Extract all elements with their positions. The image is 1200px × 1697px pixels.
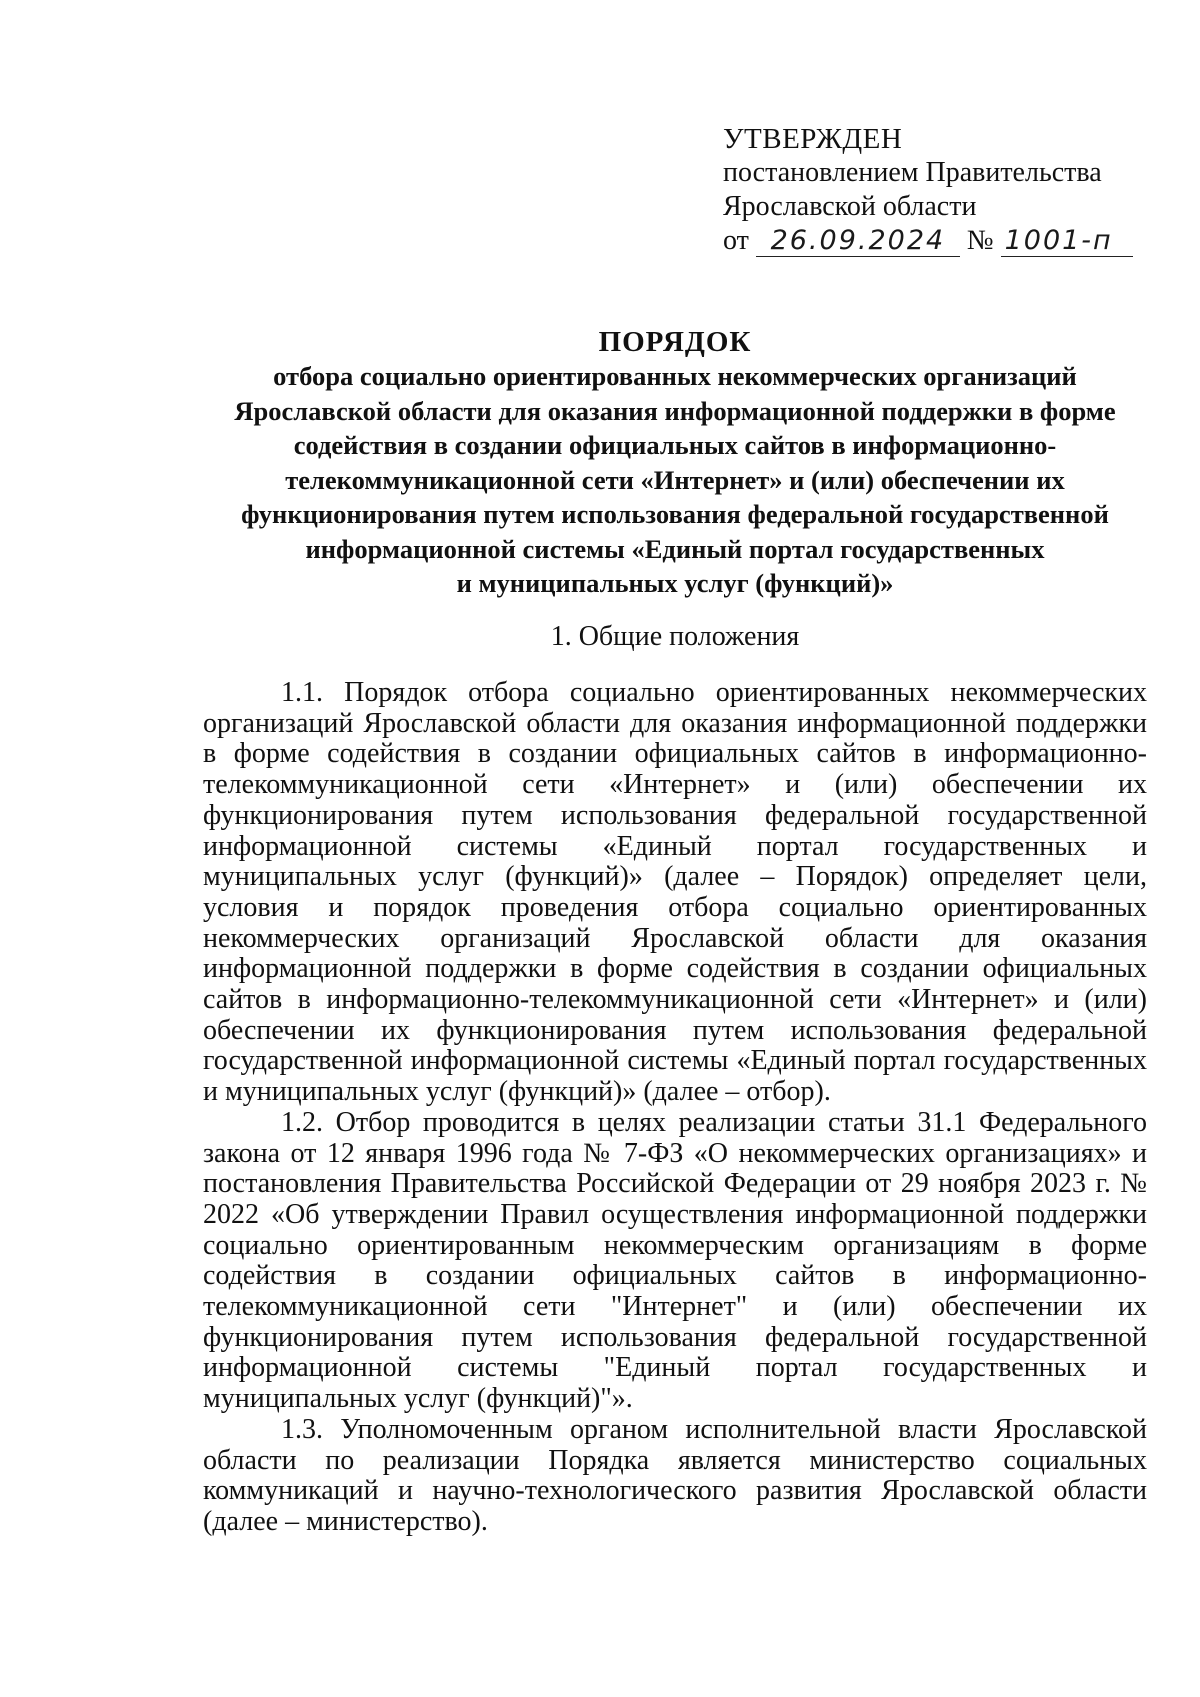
paragraph-1-1: 1.1. Порядок отбора социально ориентированных некоммерческих организаций Ярославской области для оказания информационной поддержки в форме содействия в создании официальных сайтов в информационно-телекоммуникационной сети «Интернет» и (или) обеспечении их функционирования путем использования федеральной государственной информационной системы «Единый портал государственных и муниципальных услуг (функций)» (далее – Порядок) определяет цели, условия и порядок проведения отбора социально ориентированных некоммерческих организаций Ярославской области для оказания информационной поддержки в форме содействия в создании официальных сайтов в информационно-телекоммуникационной сети «Интернет» и (или) обеспечении их функционирования путем использования федеральной государственной информационной системы «Единый портал государственных и муниципальных услуг (функций)» (далее – отбор). — [203, 677, 1147, 1108]
subtitle-line: информационной системы «Единый портал государственных — [305, 533, 1045, 564]
approval-line-2: Ярославской области — [723, 191, 977, 222]
section-heading: 1. Общие положения — [550, 621, 800, 652]
subtitle-line: и муниципальных услуг (функций)» — [456, 568, 894, 598]
date-prefix: от — [723, 225, 749, 256]
subtitle-line: телекоммуникационной сети «Интернет» и (или) обеспечении их — [285, 464, 1065, 495]
paragraph-1-3: 1.3. Уполномоченным органом исполнительной власти Ярославской области по реализации Порядка является министерство социальных коммуникаций и научно-технологического развития Ярославской области (далее – министерство). — [203, 1413, 1147, 1537]
document-subtitle — [200, 359, 1150, 601]
approval-stamp — [723, 122, 1143, 258]
approval-date-line — [723, 224, 1143, 258]
subtitle-line: функционирования путем использования федеральной государственной — [241, 499, 1109, 529]
approval-line-1: постановлением Правительства — [723, 157, 1102, 188]
number-prefix: № — [966, 225, 994, 256]
handwritten-number: 1001-п — [1001, 226, 1133, 257]
subtitle-line: отбора социально ориентированных некоммерческих организаций — [273, 361, 1077, 391]
document-heading — [200, 325, 1150, 601]
handwritten-date: 26.09.2024 — [756, 226, 960, 257]
subtitle-line: содействия в создании официальных сайтов в информационно- — [293, 430, 1057, 460]
document-title: ПОРЯДОК — [598, 326, 752, 358]
paragraph-1-2: 1.2. Отбор проводится в целях реализации статьи 31.1 Федерального закона от 12 января 1996 года № 7-ФЗ «О некоммерческих организациях» и постановления Правительства Российской Федерации от 29 ноября 2023 г. № 2022 «Об утверждении Правил осуществления информационной поддержки социально ориентированным некоммерческим организациям в форме содействия в создании официальных сайтов в информационно-телекоммуникационной сети "Интернет" и (или) обеспечении их функционирования путем использования федеральной государственной информационной системы "Единый портал государственных и муниципальных услуг (функций)"». — [203, 1106, 1147, 1415]
approval-title: УТВЕРЖДЕН — [723, 123, 903, 155]
subtitle-line: Ярославской области для оказания информационной поддержки в форме — [234, 395, 1116, 426]
document-body — [203, 678, 1147, 1538]
